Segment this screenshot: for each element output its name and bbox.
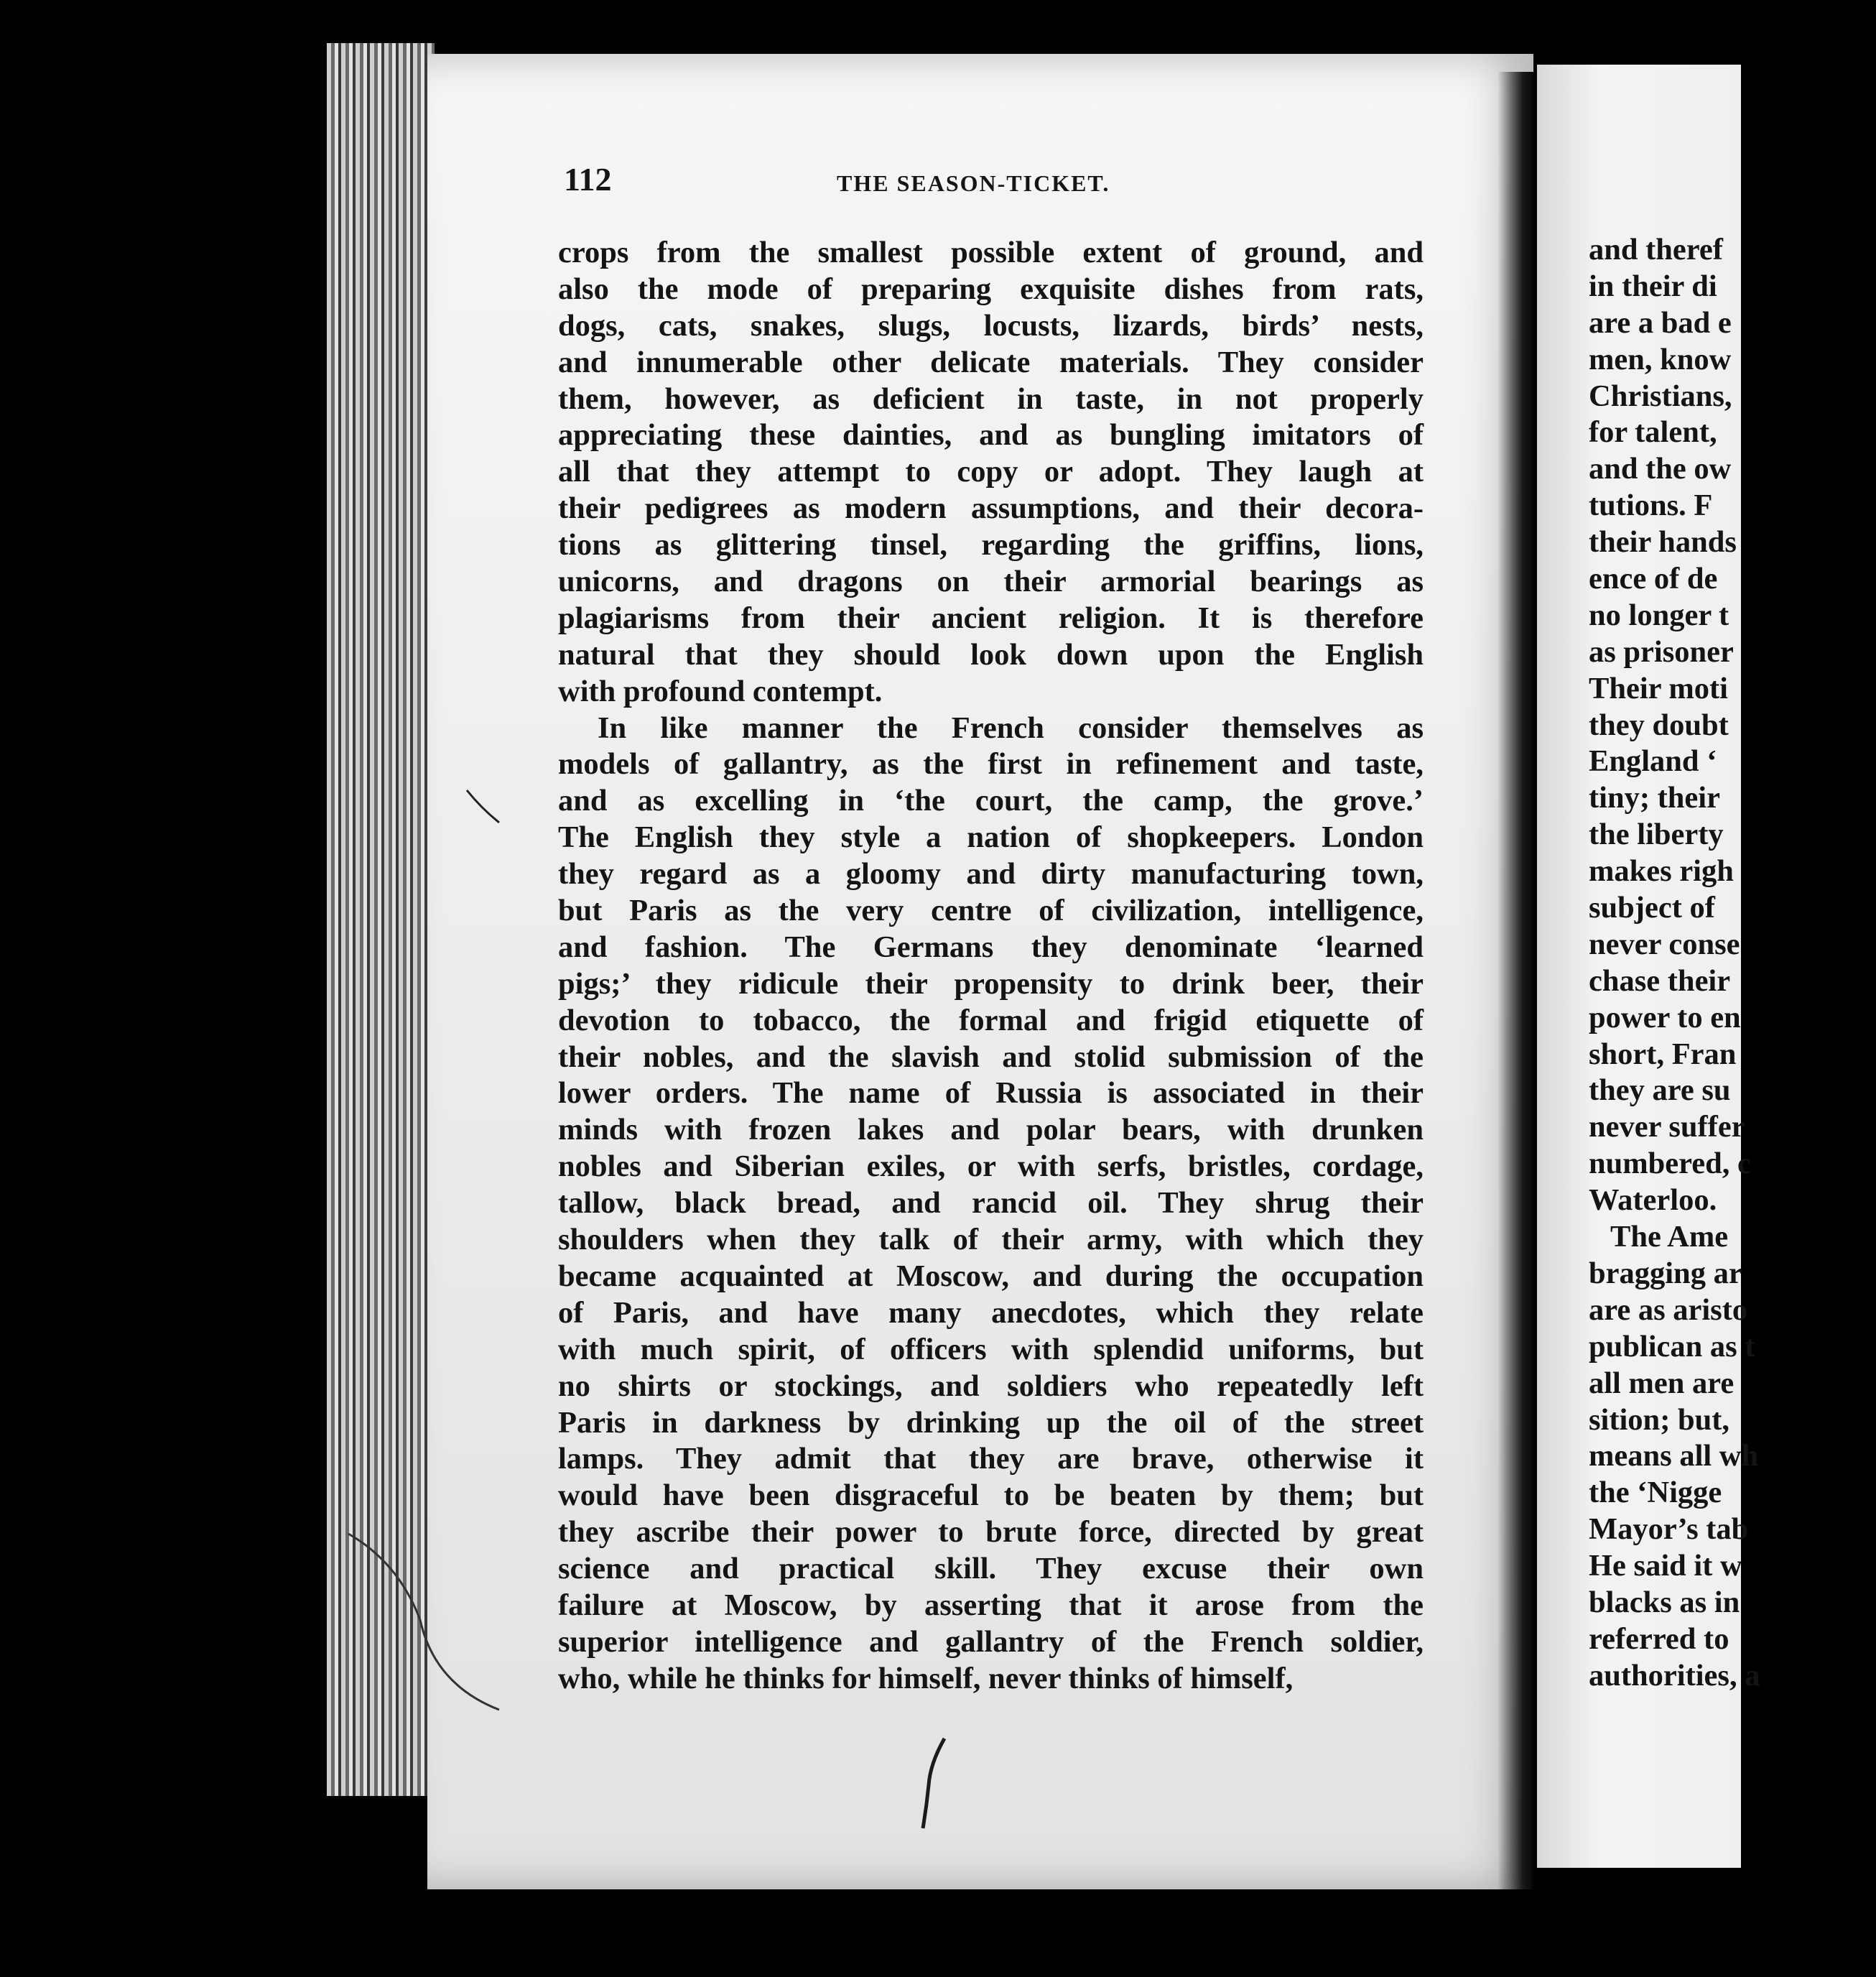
left-page-text-line: also the mode of preparing exquisite dishes from rats,	[558, 272, 1424, 306]
right-page-text-line: are a bad e	[1589, 305, 1732, 340]
left-page-text-line: The English they style a nation of shopkeepers. London	[558, 820, 1424, 855]
right-page-text-line: blacks as in	[1589, 1585, 1740, 1619]
right-page-text-line: short, Fran	[1589, 1037, 1737, 1071]
right-page-text-line: The Ame	[1610, 1220, 1729, 1254]
right-page-text-line: no longer t	[1589, 598, 1729, 632]
right-page-text-line: they are su	[1589, 1073, 1731, 1108]
right-page-text-line: the liberty	[1589, 818, 1724, 852]
left-page-text-line: and as excelling in ‘the court, the camp, the grove.’	[558, 784, 1424, 818]
left-page-text-line: with much spirit, of officers with splendid uniforms, but	[558, 1332, 1424, 1366]
left-page-text-line: who, while he thinks for himself, never thinks of himself,	[558, 1661, 1294, 1695]
left-page-text-line: with profound contempt.	[558, 674, 883, 708]
right-page-text-line: bragging ar	[1589, 1256, 1742, 1290]
left-page-text-line: all that they attempt to copy or adopt. They laugh at	[558, 455, 1424, 489]
page-header	[564, 160, 1541, 210]
left-page-text-line: they regard as a gloomy and dirty manufacturing town,	[558, 857, 1424, 892]
right-page-text-line: the ‘Nigge	[1589, 1476, 1722, 1510]
right-page-text-line: their hands	[1589, 525, 1737, 560]
right-page-text-line: publican as t	[1589, 1329, 1755, 1363]
right-page-text-line: Waterloo.	[1589, 1183, 1717, 1218]
right-page-text-line: makes righ	[1589, 854, 1734, 889]
left-page-text-line: lamps. They admit that they are brave, otherwise it	[558, 1442, 1424, 1476]
page-number: 112	[564, 161, 612, 198]
right-page-text-line: they doubt	[1589, 708, 1729, 742]
right-page-text-line: never suffer	[1589, 1110, 1745, 1144]
left-page-text-line: but Paris as the very centre of civilization, intelligence,	[558, 894, 1424, 928]
right-page-text-line: Their moti	[1589, 671, 1728, 705]
right-page-text-line: tiny; their	[1589, 781, 1720, 815]
left-page-text-line: science and practical skill. They excuse their own	[558, 1552, 1424, 1586]
right-page-text-line: authorities, a	[1589, 1658, 1760, 1693]
right-page-text-line: for talent,	[1589, 415, 1717, 450]
right-page-text-line: referred to	[1589, 1621, 1729, 1656]
right-page-text-line: Christians,	[1589, 379, 1732, 413]
right-page-text-line: subject of	[1589, 891, 1715, 925]
left-page-text-line: models of gallantry, as the first in refinement and taste,	[558, 747, 1424, 782]
right-page-text-line: are as aristo	[1589, 1292, 1748, 1327]
left-page-text-line: minds with frozen lakes and polar bears, with drunken	[558, 1113, 1424, 1147]
left-page-text-line: In like manner the French consider themselves as	[598, 710, 1424, 745]
right-page-text-line: ence of de	[1589, 562, 1718, 596]
left-page-text-line: tions as glittering tinsel, regarding the griffins, lions,	[558, 528, 1424, 562]
left-page-text-line: they ascribe their power to brute force, directed by great	[558, 1515, 1424, 1550]
running-title: THE SEASON-TICKET.	[837, 170, 1110, 196]
left-page-text-line: their nobles, and the slavish and stolid submission of the	[558, 1040, 1424, 1074]
left-page-text-line: unicorns, and dragons on their armorial bearings as	[558, 565, 1424, 599]
left-page-text-line: pigs;’ they ridicule their propensity to drink beer, their	[558, 966, 1424, 1001]
left-page-text-line: appreciating these dainties, and as bungling imitators of	[558, 418, 1424, 453]
left-page-text-line: natural that they should look down upon the English	[558, 637, 1424, 672]
right-page-text-line: England ‘	[1589, 744, 1717, 779]
right-page-text-line: and theref	[1589, 233, 1723, 267]
right-page-text-line: all men are	[1589, 1366, 1735, 1400]
right-page	[1537, 65, 1760, 1868]
right-page-text-line: numbered, c	[1589, 1147, 1751, 1181]
right-page-text-line: chase their	[1589, 963, 1731, 998]
left-page-text	[558, 235, 1424, 1698]
left-page-text-line: them, however, as deficient in taste, in not properly	[558, 381, 1424, 416]
left-page-text-line: plagiarisms from their ancient religion. It is therefore	[558, 601, 1424, 635]
bottom-scratch-mark	[909, 1735, 959, 1835]
right-page-text-line: and the ow	[1589, 452, 1732, 486]
left-page-text-line: no shirts or stockings, and soldiers who repeatedly left	[558, 1369, 1424, 1403]
left-page-text-line: crops from the smallest possible extent of ground, and	[558, 236, 1424, 269]
left-page-text-line: became acquainted at Moscow, and during the occupation	[558, 1259, 1424, 1293]
left-page-text-line: devotion to tobacco, the formal and frigid etiquette of	[558, 1003, 1424, 1037]
right-page-text	[1589, 232, 1876, 1695]
left-page-text-line: tallow, black bread, and rancid oil. They shrug their	[558, 1186, 1424, 1221]
left-page-text-line: and fashion. The Germans they denominate ‘learned	[558, 930, 1424, 964]
left-page-text-line: would have been disgraceful to be beaten by them; but	[558, 1478, 1424, 1513]
left-page-text-line: failure at Moscow, by asserting that it arose from the	[558, 1588, 1424, 1622]
left-page-text-line: lower orders. The name of Russia is associated in their	[558, 1076, 1424, 1111]
left-page-text-line: shoulders when they talk of their army, with which they	[558, 1223, 1424, 1257]
left-page-text-line: Paris in darkness by drinking up the oil of the street	[558, 1405, 1424, 1440]
left-page-text-line: of Paris, and have many anecdotes, which they relate	[558, 1295, 1424, 1330]
right-page-text-line: power to en	[1589, 1000, 1741, 1034]
right-page-text-line: as prisoner	[1589, 634, 1734, 669]
left-page-text-line: and innumerable other delicate materials. They consider	[558, 345, 1424, 379]
left-page-text-line: dogs, cats, snakes, slugs, locusts, lizards, birds’ nests,	[558, 308, 1424, 343]
right-page-text-line: Mayor’s tab	[1589, 1512, 1749, 1547]
left-page-text-line: their pedigrees as modern assumptions, and their decora-	[558, 491, 1424, 526]
right-page-text-line: tutions. F	[1589, 489, 1713, 523]
book-gutter	[1497, 72, 1533, 1889]
right-page-text-line: He said it w	[1589, 1549, 1742, 1583]
left-page-text-line: nobles and Siberian exiles, or with serfs, bristles, cordage,	[558, 1149, 1424, 1184]
right-page-text-line: in their di	[1589, 269, 1717, 303]
left-page	[427, 54, 1533, 1889]
right-page-text-line: men, know	[1589, 342, 1732, 376]
right-page-text-line: never conse	[1589, 927, 1740, 961]
right-page-text-line: sition; but,	[1589, 1402, 1730, 1437]
margin-scratch-mark	[463, 787, 506, 830]
right-page-text-line: means all wh	[1589, 1439, 1759, 1473]
margin-hair-mark	[341, 1519, 528, 1735]
left-page-text-line: superior intelligence and gallantry of the French soldier,	[558, 1624, 1424, 1659]
